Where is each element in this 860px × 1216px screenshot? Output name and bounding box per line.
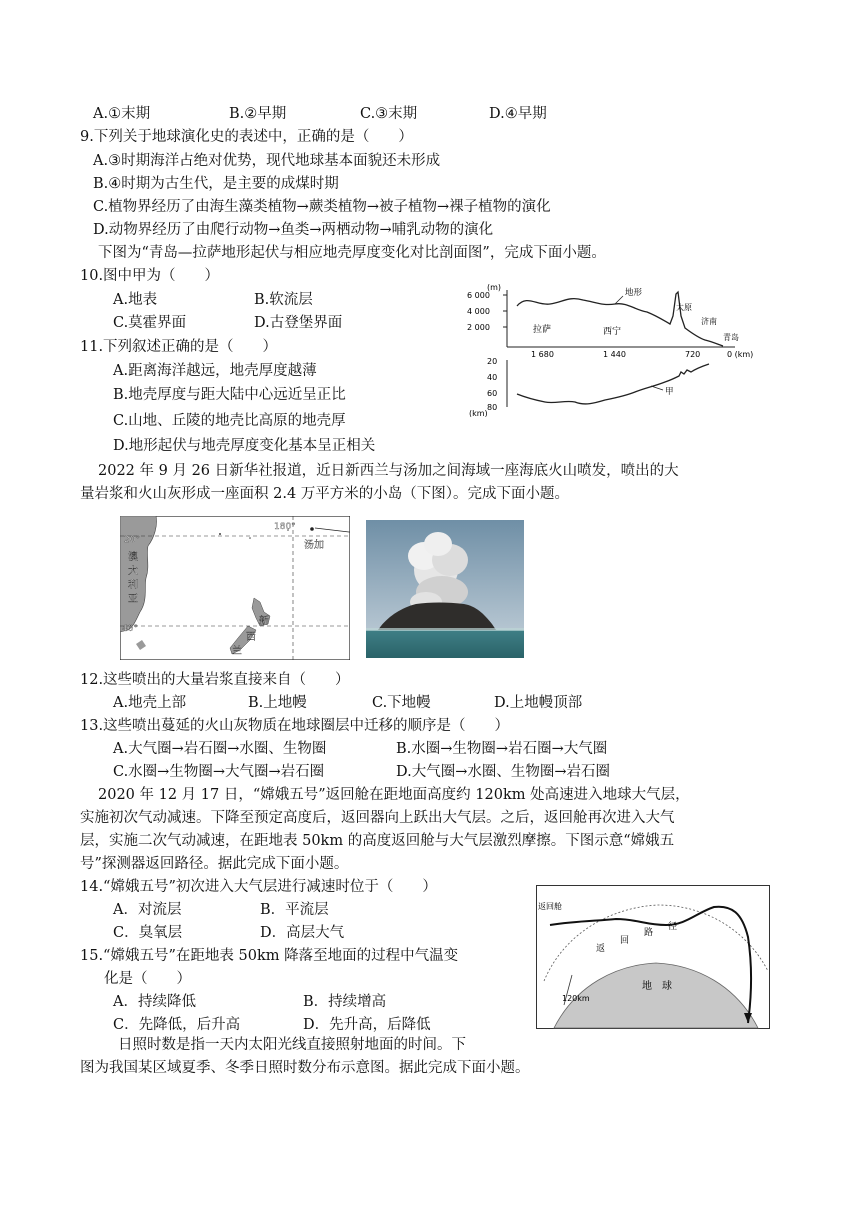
q9-stem: 9.下列关于地球演化史的表述中，正确的是（ ） xyxy=(80,129,413,145)
q9-option-b: B.④时期为古生代，是主要的成煤时期 xyxy=(93,176,339,192)
nz-label: 兰 xyxy=(232,646,242,657)
q12-option-d: D.上地幔顶部 xyxy=(494,695,583,711)
earth-label: 球 xyxy=(662,981,672,992)
capsule-label: 返回舱 xyxy=(538,902,562,911)
intro-volcano-line2: 量岩浆和火山灰形成一座面积 2.4 万平方米的小岛（下图）。完成下面小题。 xyxy=(80,486,570,502)
profile-y-tick: 2 000 xyxy=(467,323,490,332)
lat-20-label: 20° xyxy=(124,535,140,545)
q11-option-a: A.距离海洋越远，地壳厚度越薄 xyxy=(113,363,317,379)
city-label-taiyuan: 太原 xyxy=(676,303,692,312)
path-label: 返 xyxy=(596,944,606,954)
q10-option-d: D.古登堡界面 xyxy=(254,315,343,331)
lon-180-label: 180° xyxy=(274,522,296,532)
depth-tick: 40 xyxy=(487,373,498,382)
q13-option-d: D.大气圈→水圈、生物圈→岩石圈 xyxy=(396,764,611,780)
path-label: 回 xyxy=(620,936,630,946)
q13-option-c: C.水圈→生物圈→大气圈→岩石圈 xyxy=(113,764,325,780)
q12-option-c: C.下地幔 xyxy=(372,695,431,711)
south-pacific-map xyxy=(120,516,350,660)
profile-x-tick: 1 680 xyxy=(531,350,554,359)
q10-option-c: C.莫霍界面 xyxy=(113,315,187,331)
jia-label: 甲 xyxy=(665,387,674,397)
city-label-qingdao: 青岛 xyxy=(723,333,739,342)
q15-option-b: B．持续增高 xyxy=(303,994,387,1010)
profile-x-tick: 720 xyxy=(685,350,701,359)
profile-x-tick: 0 (km) xyxy=(727,350,754,359)
depth-tick: 20 xyxy=(487,357,498,366)
profile-y-tick: 4 000 xyxy=(467,307,490,316)
australia-label: 亚 xyxy=(128,594,138,605)
profile-x-tick: 1 440 xyxy=(603,350,626,359)
q8-option-b: B.②早期 xyxy=(229,106,287,122)
tonga-label: 汤加 xyxy=(304,540,324,551)
q10-option-b: B.软流层 xyxy=(254,292,313,308)
q12-stem: 12.这些喷出的大量岩浆直接来自（ ） xyxy=(80,672,350,688)
q15-stem-line2: 化是（ ） xyxy=(104,971,191,987)
q14-stem: 14.“嫦娥五号”初次进入大气层进行减速时位于（ ） xyxy=(80,879,437,895)
city-label-lasa: 拉萨 xyxy=(533,325,552,335)
q14-option-c: C．臭氧层 xyxy=(113,925,183,941)
depth-tick: 60 xyxy=(487,389,498,398)
city-label-jinan: 济南 xyxy=(701,317,717,326)
q13-stem: 13.这些喷出蔓延的火山灰物质在地球圈层中迁移的顺序是（ ） xyxy=(80,718,510,734)
nz-label: 西 xyxy=(246,632,256,643)
q14-option-d: D．高层大气 xyxy=(260,925,345,941)
profile-unit-bottom: (km) xyxy=(469,409,488,417)
australia-label: 利 xyxy=(128,580,138,591)
q11-option-d: D.地形起伏与地壳厚度变化基本呈正相关 xyxy=(113,438,376,454)
city-label-xining: 西宁 xyxy=(603,327,622,337)
q10-option-a: A.地表 xyxy=(113,292,158,308)
intro-volcano-line1: 2022 年 9 月 26 日新华社报道，近日新西兰与汤加之间海域一座海底火山喷发，喷出的大 xyxy=(98,463,679,479)
q11-stem: 11.下列叙述正确的是（ ） xyxy=(80,339,278,355)
depth-tick: 80 xyxy=(487,403,498,412)
moho-line xyxy=(517,364,709,404)
q11-option-b: B.地壳厚度与距大陆中心远近呈正比 xyxy=(113,387,346,403)
intro-sunshine-line1: 日照时数是指一天内太阳光线直接照射地面的时间。下 xyxy=(118,1037,466,1053)
tonga-volcano-marker xyxy=(310,527,314,531)
q8-option-d: D.④早期 xyxy=(489,106,547,122)
path-label: 径 xyxy=(668,922,678,932)
q15-option-d: D．先升高，后降低 xyxy=(303,1017,431,1033)
intro-change5-line4: 号”探测器返回路径。据此完成下面小题。 xyxy=(80,856,349,872)
q8-option-a: A.①末期 xyxy=(93,106,151,122)
intro-profile: 下图为“青岛—拉萨地形起伏与相应地壳厚度变化对比剖面图”，完成下面小题。 xyxy=(98,245,606,261)
intro-change5-line3: 层，实施二次气动减速，在距地表 50km 的高度返回舱与大气层激烈摩擦。下图示意“嫦娥五 xyxy=(80,833,675,849)
q15-option-c: C．先降低，后升高 xyxy=(113,1017,241,1033)
australia-label: 大 xyxy=(128,566,138,577)
return-path-figure xyxy=(536,885,770,1029)
q15-stem-line1: 15.“嫦娥五号”在距地表 50km 降落至地面的过程中气温变 xyxy=(80,948,459,964)
q13-option-a: A.大气圈→岩石圈→水圈、生物圈 xyxy=(113,741,327,757)
terrain-crust-profile-figure xyxy=(465,282,775,417)
q15-option-a: A．持续降低 xyxy=(113,994,196,1010)
q14-option-b: B．平流层 xyxy=(260,902,329,918)
terrain-line xyxy=(517,292,723,346)
terrain-label: 地形 xyxy=(625,288,643,298)
q11-option-c: C.山地、丘陵的地壳比高原的地壳厚 xyxy=(113,413,346,429)
q12-option-a: A.地壳上部 xyxy=(113,695,187,711)
q9-option-d: D.动物界经历了由爬行动物→鱼类→两栖动物→哺乳动物的演化 xyxy=(93,222,494,238)
path-label: 路 xyxy=(644,928,654,938)
q9-option-a: A.③时期海洋占绝对优势，现代地球基本面貌还未形成 xyxy=(93,153,441,169)
q9-option-c: C.植物界经历了由海生藻类植物→蕨类植物→被子植物→裸子植物的演化 xyxy=(93,199,551,215)
q10-stem: 10.图中甲为（ ） xyxy=(80,268,220,284)
australia-label: 澳 xyxy=(128,552,138,563)
intro-sunshine-line2: 图为我国某区域夏季、冬季日照时数分布示意图。据此完成下面小题。 xyxy=(80,1060,530,1076)
intro-change5-line1: 2020 年 12 月 17 日，“嫦娥五号”返回舱在距地面高度约 120km 处高速进入地球大气层， xyxy=(98,787,690,803)
nz-label: 新 xyxy=(259,616,269,627)
earth-label: 地 xyxy=(642,981,652,992)
q14-option-a: A．对流层 xyxy=(113,902,182,918)
q12-option-b: B.上地幔 xyxy=(248,695,307,711)
lat-40-label: 40° xyxy=(122,624,138,634)
height-label: 120km xyxy=(562,994,590,1003)
intro-change5-line2: 实施初次气动减速。下降至预定高度后，返回器向上跃出大气层。之后，返回舱再次进入大气 xyxy=(80,810,675,826)
profile-y-tick: 6 000 xyxy=(467,291,490,300)
q8-option-c: C.③末期 xyxy=(360,106,418,122)
q13-option-b: B.水圈→生物圈→岩石圈→大气圈 xyxy=(396,741,608,757)
profile-unit-top: (m) xyxy=(487,283,502,292)
volcano-eruption-photo xyxy=(366,520,524,658)
